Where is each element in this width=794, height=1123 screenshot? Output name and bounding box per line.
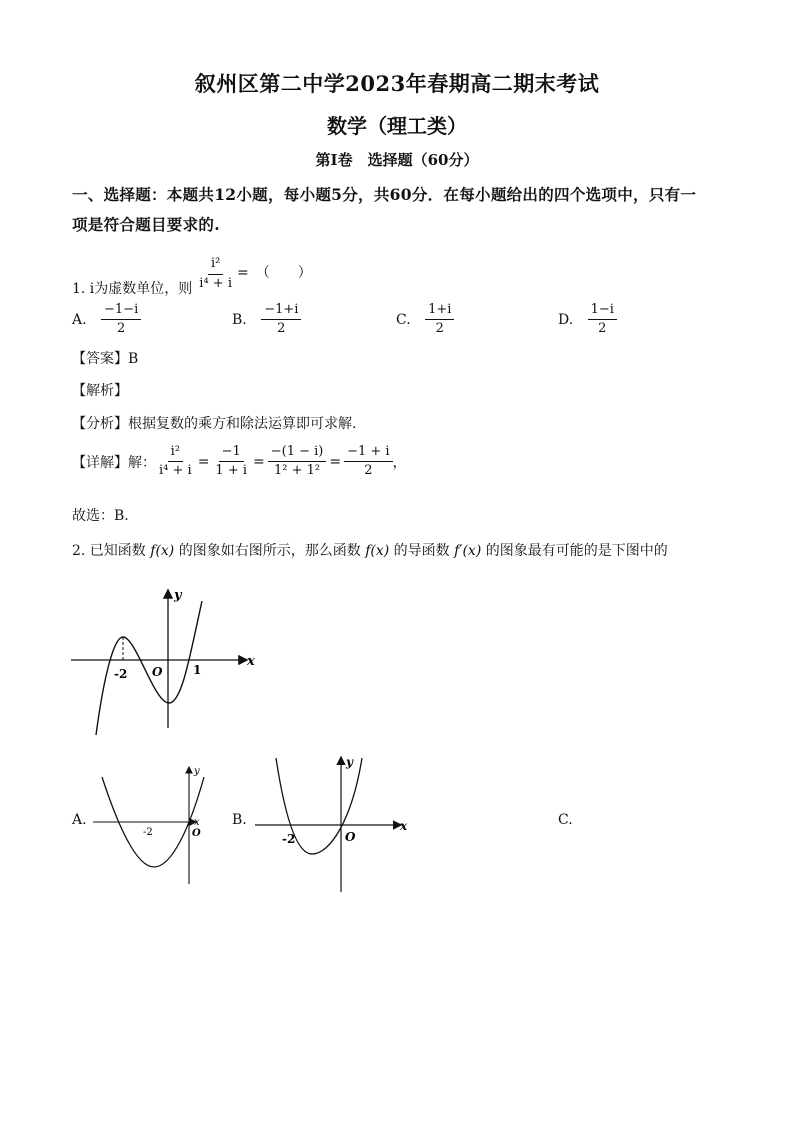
q2-option-a-graph[interactable]	[90, 762, 205, 887]
option-d-label: D.	[558, 311, 574, 328]
q2-option-b-graph[interactable]	[250, 752, 415, 894]
opt-b-origin: O	[345, 830, 356, 844]
fenxi-text: 根据复数的乘方和除法运算即可求解.	[128, 416, 357, 432]
option-b-num: −1+i	[261, 303, 301, 320]
q2-stem-c: 的导函数	[393, 543, 450, 559]
main-curve	[96, 601, 202, 735]
question-1-stem	[72, 250, 312, 298]
detail-f1-den: i⁴ + i	[159, 463, 192, 479]
option-b-label: B.	[232, 311, 247, 328]
opt-a-y-label: y	[194, 766, 200, 777]
main-tick-1: 1	[193, 663, 202, 677]
detail-fraction-1	[156, 445, 195, 479]
q2-fpx: f′(x)	[454, 543, 482, 559]
detail-f2-num: −1	[219, 445, 244, 462]
option-a-num: −1−i	[101, 303, 141, 320]
q1-option-c[interactable]	[396, 303, 454, 337]
detail-comma: ，	[392, 454, 407, 471]
main-x-label: x	[247, 654, 255, 669]
detail-eq-1: =	[197, 453, 210, 470]
option-a-den: 2	[116, 321, 126, 337]
exam-subtitle: 数学（理工类）	[327, 114, 467, 138]
detail-f3-den: 1² + 1²	[274, 463, 321, 479]
q1-stem-text: 1. i为虚数单位，则	[72, 281, 193, 297]
option-a-label: A.	[72, 311, 87, 328]
fenxi-tag: 【分析】	[72, 416, 128, 432]
q1-analysis-tag: 【解析】	[72, 383, 128, 399]
q1-answer	[72, 348, 138, 368]
option-d-den: 2	[598, 321, 607, 337]
detail-eq-2: =	[253, 453, 265, 470]
q1-fraction	[196, 257, 235, 291]
detail-f3-num: −(1 − i)	[268, 445, 327, 462]
option-a-fraction	[101, 303, 141, 337]
main-y-label: y	[174, 588, 182, 603]
q1-fraction-den: i⁴ + i	[199, 275, 232, 291]
detail-eq-3: =	[329, 453, 342, 470]
answer-value: B	[128, 351, 139, 367]
option-c-fraction	[425, 303, 454, 337]
opt-a-origin: O	[192, 828, 201, 839]
section-instruction-line2: 项是符合题目要求的.	[72, 215, 220, 234]
q1-fenxi	[72, 413, 356, 433]
detail-fraction-2	[212, 445, 250, 479]
q2-stem-b: 的图象如右图所示，那么函数	[178, 543, 361, 559]
option-c-label: C.	[396, 311, 411, 328]
detail-f1-num: i²	[168, 445, 183, 462]
exam-title: 叙州区第二中学2023年春期高二期末考试	[194, 71, 600, 96]
opt-b-x-label: x	[400, 819, 408, 833]
volume-heading: 第Ⅰ卷 选择题（60分）	[315, 151, 479, 169]
option-c-den: 2	[435, 321, 444, 337]
q1-stem-end: = （ ）	[236, 265, 312, 281]
option-d-num: 1−i	[588, 303, 617, 320]
q1-option-d[interactable]	[558, 303, 617, 337]
main-origin-label: O	[152, 665, 163, 679]
option-b-fraction	[261, 303, 301, 337]
detail-prefix: 解：	[128, 454, 156, 471]
section-instruction-line1: 一、选择题：本题共12小题，每小题5分，共60分．在每小题给出的四个选项中，只有一	[72, 185, 697, 204]
option-b-den: 2	[277, 321, 286, 337]
q1-conclusion: 故选：B.	[72, 508, 129, 524]
main-function-graph	[66, 585, 266, 735]
opt-a-tick: -2	[143, 827, 153, 838]
detail-f4-den: 2	[364, 463, 373, 479]
q2-stem-a: 2. 已知函数	[72, 543, 146, 559]
option-c-num: 1+i	[425, 303, 454, 320]
q1-option-a[interactable]	[72, 303, 141, 337]
opt-b-tick: -2	[282, 832, 296, 846]
detail-fraction-3	[268, 445, 327, 479]
q2-fx-2: f(x)	[365, 543, 390, 559]
detail-f2-den: 1 + i	[215, 463, 248, 479]
detail-f4-num: −1 + i	[344, 445, 392, 462]
detail-tag: 【详解】	[72, 454, 128, 471]
q1-fraction-num: i²	[208, 257, 223, 274]
q2-option-a-label[interactable]: A.	[72, 812, 87, 828]
opt-a-x-label: x	[194, 817, 200, 828]
q1-detail	[72, 445, 407, 479]
q2-stem-d: 的图象最有可能的是下图中的	[485, 543, 668, 559]
question-2-stem	[72, 540, 668, 560]
q1-option-b[interactable]	[232, 303, 301, 337]
answer-tag: 【答案】	[72, 351, 128, 367]
option-d-fraction	[588, 303, 617, 337]
opt-b-y-label: y	[346, 755, 353, 769]
main-tick-neg2: -2	[114, 667, 128, 681]
detail-fraction-4	[344, 445, 392, 479]
q2-option-c-label[interactable]: C.	[558, 812, 573, 828]
q2-fx-1: f(x)	[150, 543, 175, 559]
q2-option-b-label[interactable]: B.	[232, 812, 247, 828]
